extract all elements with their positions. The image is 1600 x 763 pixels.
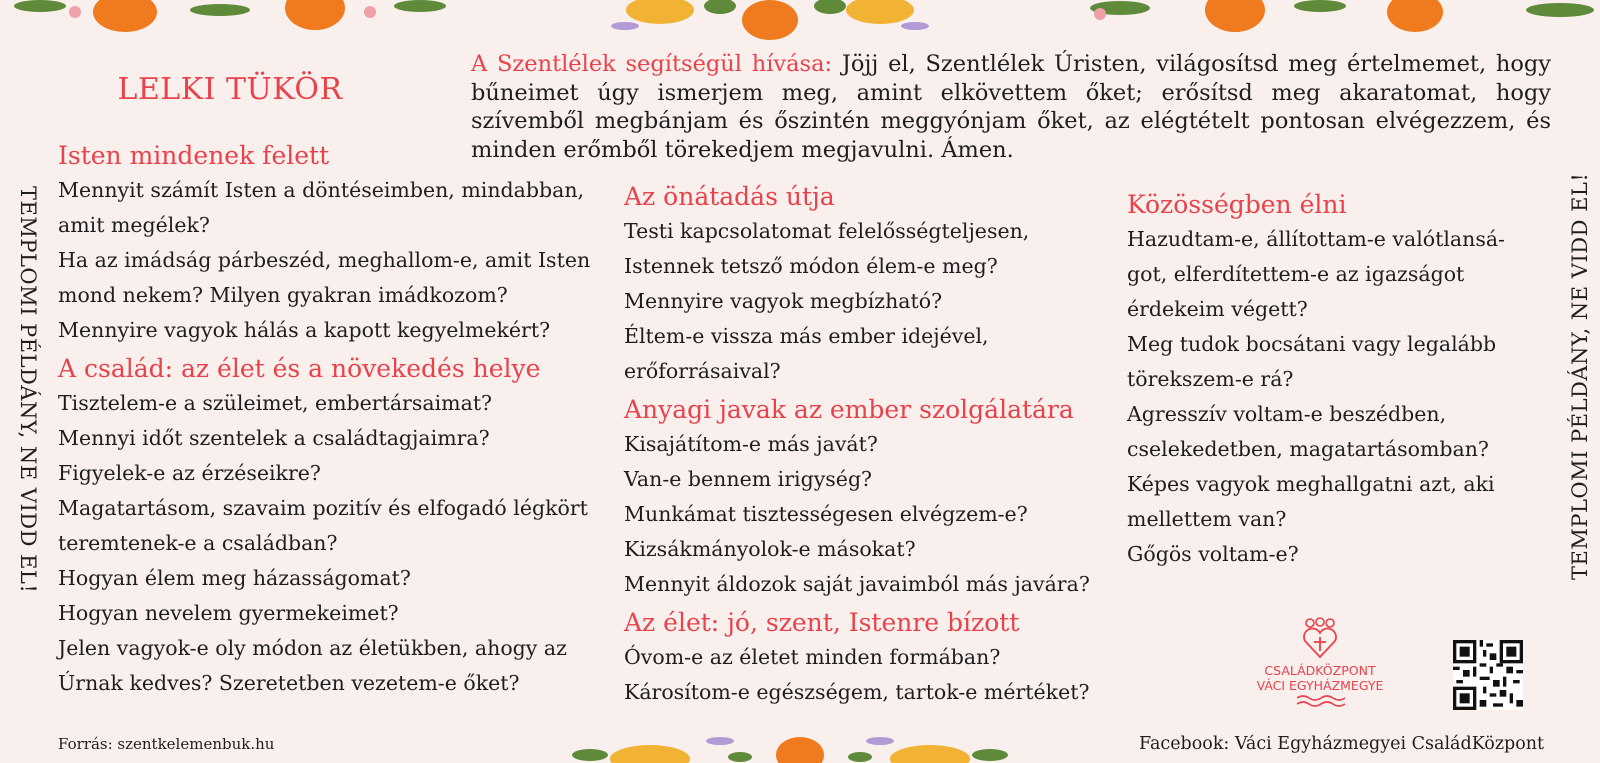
page-title: LELKI TÜKÖR [117,72,343,107]
column-right [1127,188,1547,572]
question-text: Meg tudok bocsátani vagy legalább [1127,332,1497,356]
csaladkozpont-logo [1250,617,1390,712]
question-text: teremtenek-e a családban? [58,531,338,555]
question-text: Van-e bennem irigység? [624,467,873,491]
column-middle [624,180,1124,710]
question-text: Károsítom-e egészségem, tartok-e mértéket? [624,680,1090,704]
source-footer: Forrás: szentkelemenbuk.hu [58,735,275,753]
question-text: Képes vagyok meghallgatni azt, aki [1127,472,1495,496]
intro-label: A Szentlélek segítségül hívása: [471,51,833,77]
question-text: Óvom-e az életet minden formában? [624,645,1001,669]
section-heading-csalad: A család: az élet és a növekedés helye [58,354,541,383]
intro-text: Jöjj el, Szentlélek Úristen, világosítsd meg értelmemet, hogy bűneimet úgy ismerjem meg, amint elkövettem őket; erősítsd meg akaratomat, hogy szívemből megbánjam és őszintén meggyónjam őket, az elégtételt pontosan elvégezzem, és minden erőmből törekedjem megjavulni. Ámen. [471,51,1551,163]
section-heading-onatadas: Az önátadás útja [624,182,835,211]
question-text: Magatartásom, szavaim pozitív és elfogadó légkört [58,496,588,520]
section-heading-kozosseg: Közösségben élni [1127,190,1347,219]
floral-border-top [0,0,1600,50]
question-text: Agresszív voltam-e beszédben, [1127,402,1447,426]
question-text: Munkámat tisztességesen elvégzem-e? [624,502,1028,526]
question-text: Mennyire vagyok hálás a kapott kegyelmekért? [58,318,551,342]
question-text: Mennyit áldozok saját javaimból más javára? [624,572,1090,596]
question-text: Mennyire vagyok megbízható? [624,289,943,313]
question-text: törekszem-e rá? [1127,367,1294,391]
question-text: Ha az imádság párbeszéd, meghallom-e, amit Isten [58,248,591,272]
section-heading-anyagi: Anyagi javak az ember szolgálatára [624,395,1074,424]
question-text: Hogyan nevelem gyermekeimet? [58,601,399,625]
heart-cross-icon [1300,617,1340,659]
question-text: Tisztelem-e a szüleimet, embertársaimat? [58,391,493,415]
question-text: Hogyan élem meg házasságomat? [58,566,411,590]
question-text: Jelen vagyok-e oly módon az életükben, ahogy az [58,636,567,660]
question-text: érdekeim végett? [1127,297,1308,321]
question-text: Testi kapcsolatomat felelősségteljesen, [624,219,1030,243]
question-text: Éltem-e vissza más ember idejével, [624,324,989,348]
question-text: Úrnak kedves? Szeretetben vezetem-e őket? [58,671,520,695]
facebook-footer: Facebook: Váci Egyházmegyei CsaládKözpont [1139,734,1545,754]
logo-line-2: VÁCI EGYHÁZMEGYE [1256,678,1384,693]
question-text: Mennyit számít Isten a döntéseimben, mindabban, [58,178,585,202]
column-left [58,139,618,701]
intro-prayer [471,50,1551,164]
question-text: Hazudtam-e, állítottam-e valótlansá- [1127,227,1505,251]
question-text: Kisajátítom-e más javát? [624,432,878,456]
question-text: mond nekem? Milyen gyakran imádkozom? [58,283,508,307]
question-text: Mennyi időt szentelek a családtagjaimra? [58,426,490,450]
question-text: erőforrásaival? [624,359,781,383]
question-text: Gőgös voltam-e? [1127,542,1299,566]
question-text: Figyelek-e az érzéseikre? [58,461,321,485]
side-text-left: TEMPLOMI PÉLDÁNY, NE VIDD EL! [16,186,40,594]
question-text: mellettem van? [1127,507,1287,531]
question-text: Istennek tetsző módon élem-e meg? [624,254,998,278]
question-text: amit megélek? [58,213,210,237]
section-heading-elet: Az élet: jó, szent, Istenre bízott [624,608,1020,637]
logo-line-1: CSALÁDKÖZPONT [1264,663,1376,678]
question-text: Kizsákmányolok-e másokat? [624,537,916,561]
qr-code-icon [1453,640,1523,710]
question-text: cselekedetben, magatartásomban? [1127,437,1489,461]
question-text: got, elferdítettem-e az igazságot [1127,262,1465,286]
section-heading-isten: Isten mindenek felett [58,141,330,170]
side-text-right: TEMPLOMI PÉLDÁNY, NE VIDD EL! [1568,172,1592,580]
wave-icon [1295,694,1345,708]
